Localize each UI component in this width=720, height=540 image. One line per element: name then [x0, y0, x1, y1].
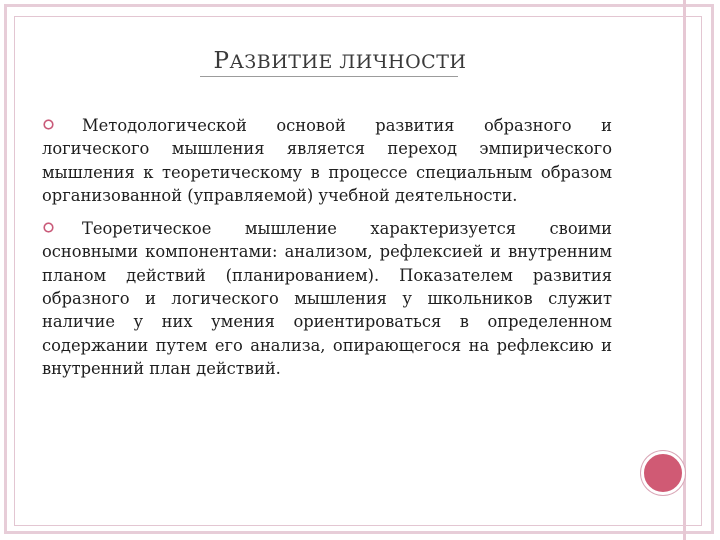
title-first-letter: Р [213, 48, 230, 74]
right-decor-line [683, 0, 686, 540]
bullet-paragraph-2 [42, 217, 612, 380]
decor-circle [641, 451, 685, 495]
paragraph-text: Методологической основой развития образного и логического мышления является переход эмпирического мышления к теоретическому в процессе специальным образом организованной (управляемой) учебной деятельности. [42, 116, 612, 205]
hollow-circle-bullet-icon [43, 119, 54, 130]
title-underline [200, 76, 458, 77]
slide-body [42, 114, 612, 390]
paragraph-text: Теоретическое мышление характеризуется своими основными компонентами: анализом, рефлексией и внутренним планом действий (планированием). Показателем развития образного и логического мышления у школьников служит наличие у них умения ориентироваться в определенном содержании путем его анализа, опирающегося на рефлексию и внутренний план действий. [42, 219, 612, 378]
title-rest: АЗВИТИЕ ЛИЧНОСТИ [229, 51, 467, 73]
hollow-circle-bullet-icon [43, 222, 54, 233]
slide-title [0, 48, 680, 74]
bullet-paragraph-1 [42, 114, 612, 207]
